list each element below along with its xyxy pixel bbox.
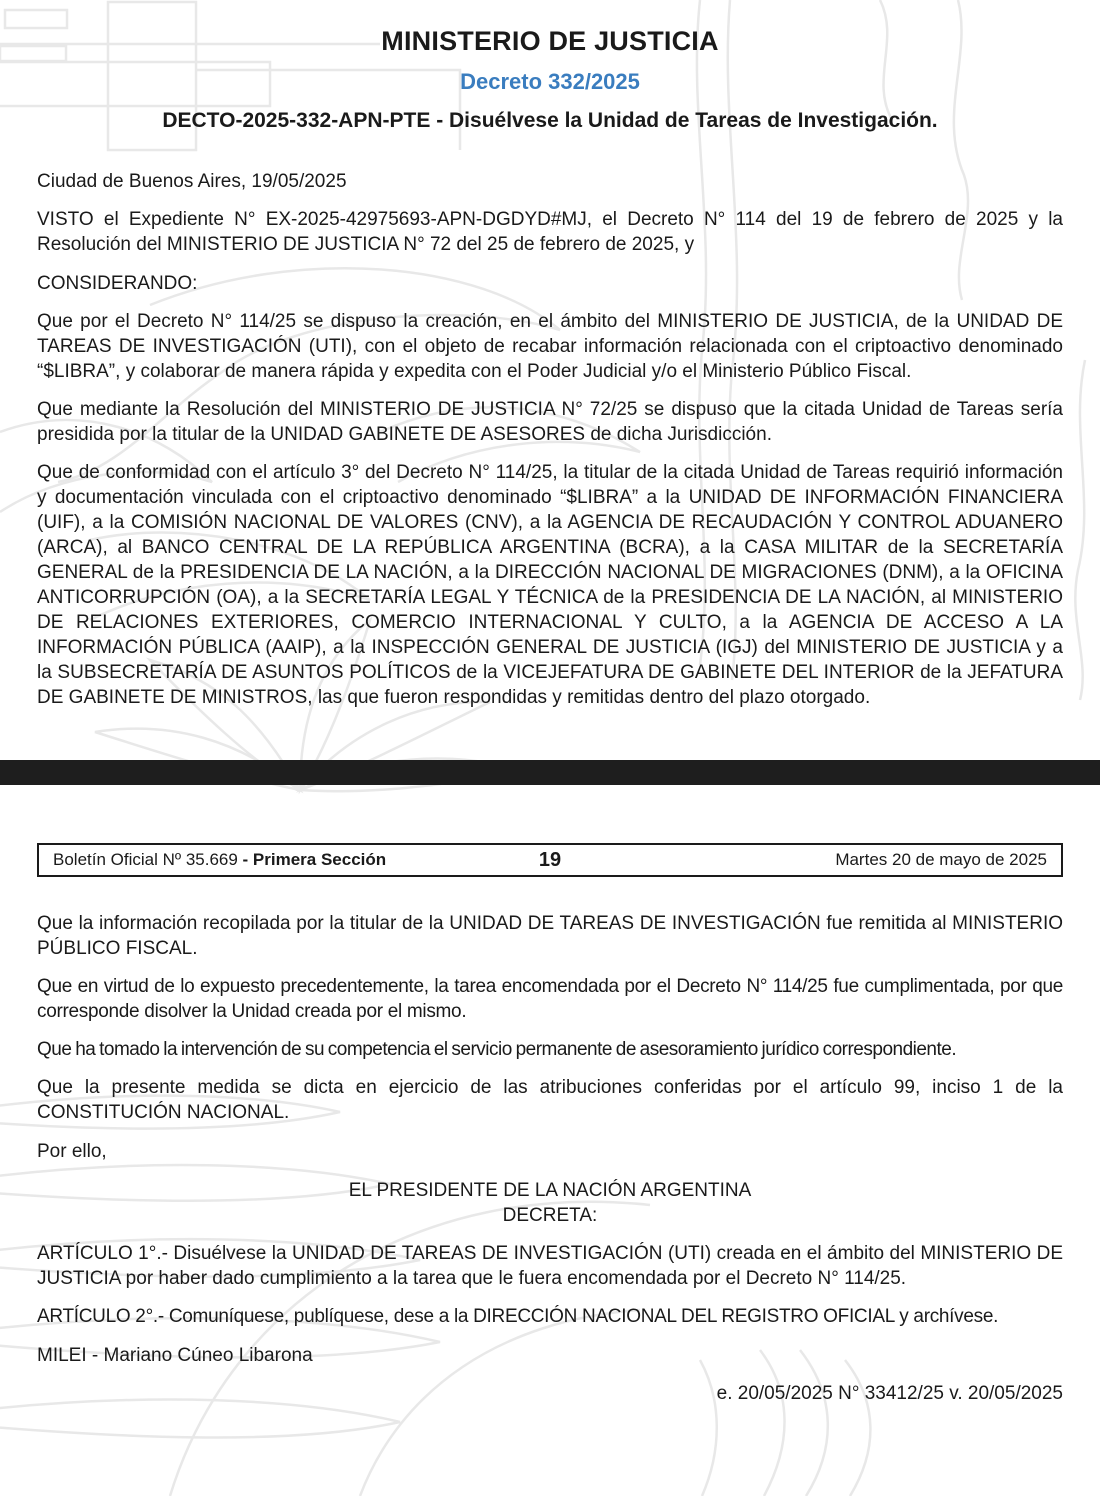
article-paragraph: ARTÍCULO 1°.- Disuélvese la UNIDAD DE TAREAS DE INVESTIGACIÓN (UTI) creada en el ámbito del MINISTERIO DE JUSTICIA por haber dado cumplimiento a la tarea que le fuera encomendada por el Decreto N° 114/25. [37, 1243, 1063, 1289]
page-title: MINISTERIO DE JUSTICIA [381, 26, 719, 56]
bulletin-section: - Primera Sección [242, 850, 387, 869]
visto-paragraph: VISTO el Expediente N° EX-2025-42975693-APN-DGDYD#MJ, el Decreto N° 114 del 19 de febrero de 2025 y la Resolución del MINISTERIO DE JUSTICIA N° 72 del 25 de febrero de 2025, y [37, 209, 1063, 255]
body-paragraph: Que la información recopilada por la titular de la UNIDAD DE TAREAS DE INVESTIGACIÓN fue remitida al MINISTERIO PÚBLICO FISCAL. [37, 913, 1063, 959]
signature-line: MILEI - Mariano Cúneo Libarona [37, 1345, 313, 1366]
decree-number: Decreto 332/2025 [460, 69, 640, 94]
bulletin-name [53, 850, 529, 870]
body-paragraph: Que en virtud de lo expuesto precedentemente, la tarea encomendada por el Decreto N° 114/25 fue cumplimentada, por que corresponde disolver la Unidad creada por el mismo. [37, 976, 1063, 1022]
bulletin-date: Martes 20 de mayo de 2025 [835, 850, 1047, 869]
decree-headline: DECTO-2025-332-APN-PTE - Disuélvese la Unidad de Tareas de Investigación. [162, 109, 938, 132]
page-separator-bar [0, 760, 1100, 785]
article-paragraph: ARTÍCULO 2°.- Comuníquese, publíquese, dese a la DIRECCIÓN NACIONAL DEL REGISTRO OFICIAL y archívese. [37, 1306, 999, 1327]
por-ello-line: Por ello, [37, 1141, 107, 1162]
considerando-label: CONSIDERANDO: [37, 273, 198, 294]
bulletin-number: Boletín Oficial Nº 35.669 [53, 850, 243, 869]
body-paragraph: Que mediante la Resolución del MINISTERIO DE JUSTICIA N° 72/25 se dispuso que la citada Unidad de Tareas sería presidida por la titular de la UNIDAD GABINETE DE ASESORES de dicha Jurisdicción. [37, 399, 1063, 445]
bulletin-band [37, 843, 1063, 877]
body-paragraph: Que la presente medida se dicta en ejercicio de las atribuciones conferidas por el artículo 99, inciso 1 de la CONSTITUCIÓN NACIONAL. [37, 1077, 1063, 1123]
body-paragraph: Que de conformidad con el artículo 3° del Decreto N° 114/25, la titular de la citada Unidad de Tareas requirió información y documentación vinculada con el criptoactivo denominado “$LIBRA” a la UNIDAD DE INFORMACIÓN FINANCIERA (UIF), a la COMISIÓN NACIONAL DE VALORES (CNV), a la AGENCIA DE RECAUDACIÓN Y CONTROL ADUANERO (ARCA), al BANCO CENTRAL DE LA REPÚBLICA ARGENTINA (BCRA), a la CASA MILITAR de la SECRETARÍA GENERAL de la PRESIDENCIA DE LA NACIÓN, a la DIRECCIÓN NACIONAL DE MIGRACIONES (DNM), a la OFICINA ANTICORRUPCIÓN (OA), a la SECRETARÍA LEGAL Y TÉCNICA de la PRESIDENCIA DE LA NACIÓN, al MINISTERIO DE RELACIONES EXTERIORES, COMERCIO INTERNACIONAL Y CULTO, a la AGENCIA DE ACCESO A LA INFORMACIÓN PÚBLICA (AAIP), a la INSPECCIÓN GENERAL DE JUSTICIA (IGJ) del MINISTERIO DE JUSTICIA y a la SUBSECRETARÍA DE ASUNTOS POLÍTICOS de la VICEJEFATURA DE GABINETE DEL INTERIOR de la JEFATURA DE GABINETE DE MINISTROS, las que fueron respondidas y remitidas dentro del plazo otorgado. [37, 462, 1063, 708]
enacting-formula [37, 1178, 1063, 1228]
body-paragraph: Que por el Decreto N° 114/25 se dispuso la creación, en el ámbito del MINISTERIO DE JUSTICIA, de la UNIDAD DE TAREAS DE INVESTIGACIÓN (UTI), con el objeto de recabar información relacionada con el criptoactivo denominado “$LIBRA”, y colaborar de manera rápida y expedita con el Poder Judicial y/o el Ministerio Público Fiscal. [37, 311, 1063, 382]
publication-reference: e. 20/05/2025 N° 33412/25 v. 20/05/2025 [716, 1383, 1063, 1404]
body-paragraph: Que ha tomado la intervención de su competencia el servicio permanente de asesoramiento jurídico correspondiente. [37, 1039, 957, 1060]
decreta-label: DECRETA: [502, 1205, 598, 1226]
page-number: 19 [538, 848, 562, 871]
authority-line: EL PRESIDENTE DE LA NACIÓN ARGENTINA [348, 1180, 752, 1201]
city-date-line: Ciudad de Buenos Aires, 19/05/2025 [37, 171, 347, 192]
